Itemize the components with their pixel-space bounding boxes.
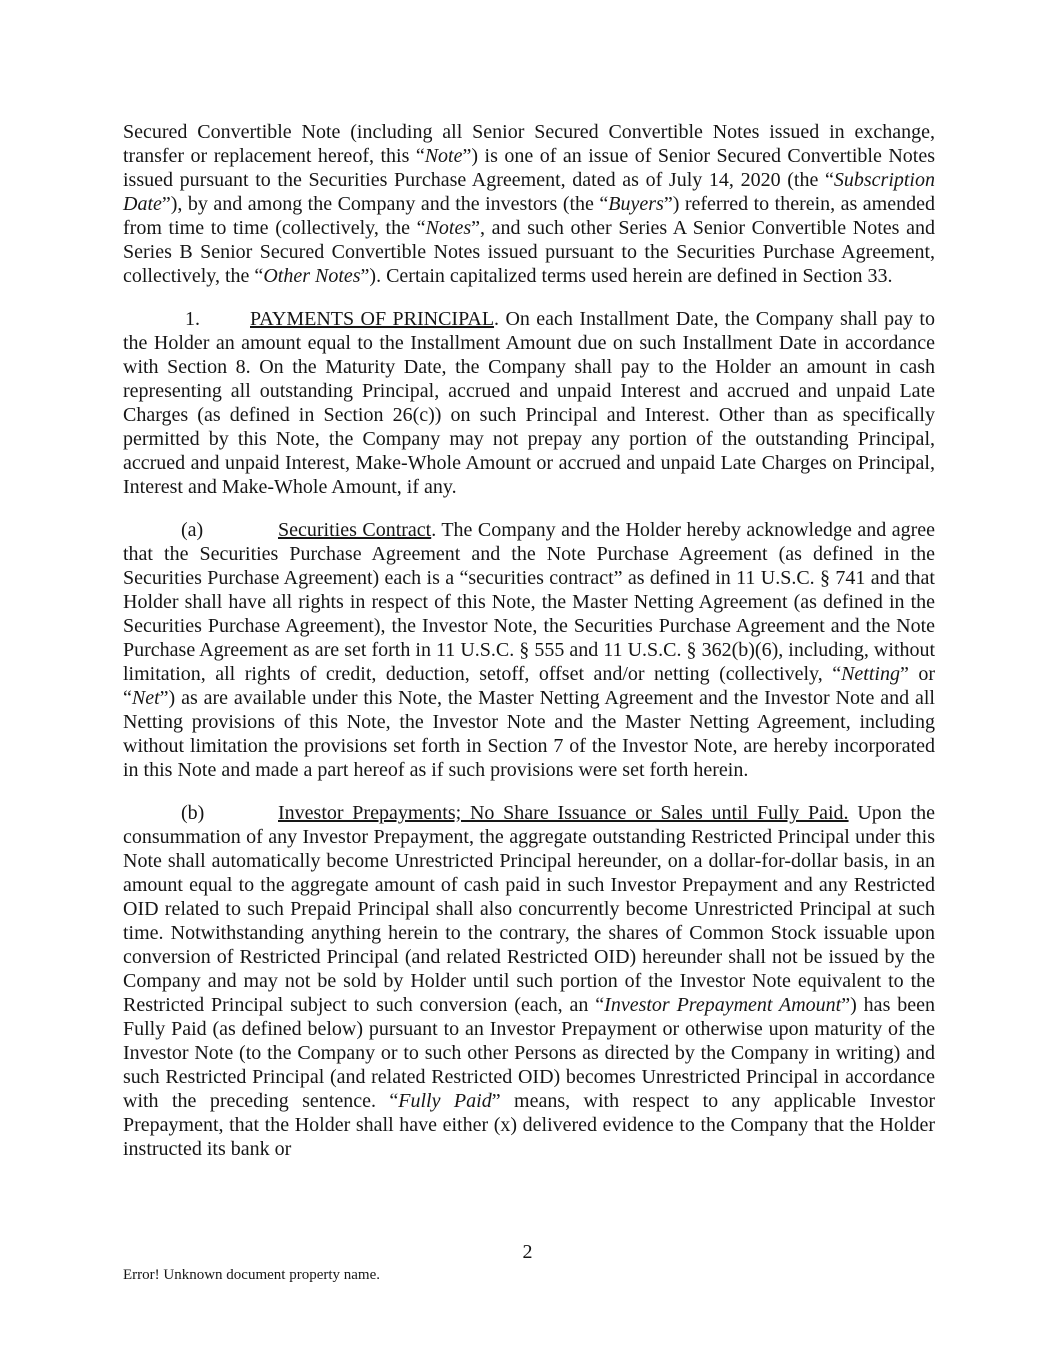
paragraph-intro-continuation — [123, 120, 935, 288]
paragraph-marker: 1. — [185, 308, 200, 330]
body-text: ”) referred to therein, as amended from time to time (collectively, the “ — [123, 193, 935, 239]
page-number: 2 — [522, 1241, 533, 1263]
paragraph-section-1b — [123, 801, 935, 1161]
body-text: . On each Installment Date, the Company shall pay to the Holder an amount equal to the Installment Amount due on such Installment Date in accordance with Section 8. On the Maturity Date, the Company shall pay to the Holder an amount in cash representing all outstanding Principal, accrued and unpaid Interest and accrued and unpaid Late Charges (as defined in Section 26(c)) on such Principal and Interest. Other than as specifically permitted by this Note, the Company may not prepay any portion of the outstanding Principal, accrued and unpaid Interest, Make-Whole Amount or accrued and unpaid Late Charges on Principal, Interest and Make-Whole Amount, if any. — [123, 308, 935, 498]
body-text: ” means, with respect to any applicable Investor Prepayment, that the Holder shall have either (x) delivered evidence to the Company that the Holder instructed its bank or — [123, 1090, 936, 1160]
body-text: ”, and such other Series A Senior Convertible Notes and Series B Senior Secured Convertible Notes issued pursuant to the Securities Purchase Agreement, collectively, the “ — [123, 217, 935, 287]
body-text: . The Company and the Holder hereby acknowledge and agree that the Securities Purchase Agreement and the Note Purchase Agreement (as defined in the Securities Purchase Agreement) each is a “securities contract” as defined in 11 U.S.C. § 741 and that Holder shall have all rights in respect of this Note, the Master Netting Agreement (as defined in the Securities Purchase Agreement), the Investor Note, the Securities Purchase Agreement and the Note Purchase Agreement as are set forth in 11 U.S.C. § 555 and 11 U.S.C. § 362(b)(6), including, without limitation, all rights of credit, deduction, setoff, offset and/or netting (collectively, “ — [123, 519, 935, 685]
body-text: ”), by and among the Company and the investors (the “ — [161, 193, 609, 215]
defined-term: Note — [424, 145, 463, 167]
defined-term: Buyers — [608, 193, 664, 215]
body-text: Secured Convertible Note (including all Senior Secured Convertible Notes issued in exchange, transfer or replacement hereof, this “ — [123, 121, 935, 167]
body-text: ”) is one of an issue of Senior Secured Convertible Notes issued pursuant to the Securities Purchase Agreement, dated as of July 14, 2020 (the “ — [123, 145, 935, 191]
paragraph-section-1a — [123, 518, 935, 782]
defined-term: Subscription Date — [123, 169, 935, 215]
defined-term: Notes — [425, 217, 472, 239]
defined-term: Investor Prepayment Amount — [604, 994, 842, 1016]
paragraph-marker: (a) — [181, 519, 204, 541]
body-text: ”). Certain capitalized terms used herein are defined in Section 33. — [360, 265, 893, 287]
paragraph-marker: (b) — [181, 802, 205, 824]
defined-term: Fully Paid — [398, 1090, 492, 1112]
defined-term: Net — [131, 687, 160, 709]
footer-error-text: Error! Unknown document property name. — [123, 1267, 381, 1283]
section-heading: Investor Prepayments; No Share Issuance or Sales until Fully Paid. — [278, 802, 849, 824]
document-body — [123, 120, 935, 1180]
defined-term: Other Notes — [263, 265, 361, 287]
defined-term: Netting — [841, 663, 900, 685]
body-text: ”) as are available under this Note, the Master Netting Agreement and the Investor Note and all Netting provisions of this Note, the Investor Note and the Master Netting Agreement, including without limitation the provisions set forth in Section 7 of the Investor Note, are hereby incorporated in this Note and made a part hereof as if such provisions were set forth herein. — [123, 687, 935, 781]
body-text: Upon the consummation of any Investor Prepayment, the aggregate outstanding Restricted Principal under this Note shall automatically become Unrestricted Principal hereunder, on a dollar-for-dollar basis, in an amount equal to the aggregate amount of cash paid in such Investor Prepayment and any Restricted OID related to such Prepaid Principal shall also concurrently become Unrestricted Principal at such time. Notwithstanding anything herein to the contrary, the shares of Common Stock issuable upon conversion of Restricted Principal (and related Restricted OID) hereunder shall not be issued by the Company and may not be sold by Holder until such portion of the Investor Note equivalent to the Restricted Principal subject to such conversion (each, an “ — [123, 802, 935, 1016]
paragraph-section-1 — [123, 307, 935, 499]
section-heading: PAYMENTS OF PRINCIPAL — [250, 308, 495, 330]
body-text: ” or “ — [123, 663, 935, 709]
body-text: ”) has been Fully Paid (as defined below) pursuant to an Investor Prepayment or otherwise upon maturity of the Investor Note (to the Company or to such other Persons as directed by the Company in writing) and such Restricted Principal (and related Restricted OID) becomes Unrestricted Principal in accordance with the preceding sentence. “ — [123, 994, 936, 1112]
section-heading: Securities Contract — [278, 519, 432, 541]
